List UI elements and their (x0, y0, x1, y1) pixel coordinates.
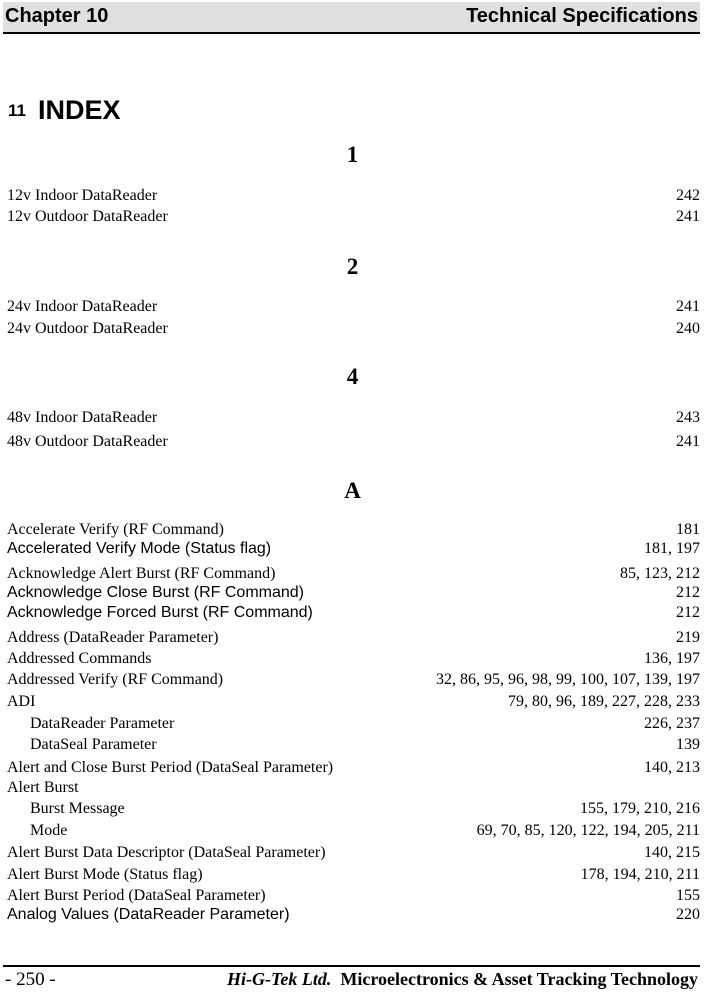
entry-term: 48v Indoor DataReader (7, 409, 158, 426)
chapter-label: Chapter 10 (5, 5, 109, 27)
entry-term: Address (DataReader Parameter) (7, 629, 219, 646)
entry-term: Alert and Close Burst Period (DataSeal Parameter) (7, 759, 334, 776)
entry-term: Accelerated Verify Mode (Status flag) (7, 540, 272, 557)
entry-pages: 136, 197 (644, 650, 700, 667)
entry-term: Analog Values (DataReader Parameter) (7, 906, 290, 923)
index-entry (7, 297, 700, 317)
index-entry (7, 758, 700, 778)
entry-pages: 85, 123, 212 (620, 565, 700, 582)
entry-term: Acknowledge Forced Burst (RF Command) (7, 604, 313, 621)
entry-pages: 219 (676, 629, 700, 646)
entry-term: ADI (7, 693, 36, 710)
entry-term: Alert Burst Mode (Status flag) (7, 866, 203, 883)
index-entry (7, 539, 700, 559)
index-entry (7, 408, 700, 428)
entry-term: Alert Burst Period (DataSeal Parameter) (7, 887, 266, 904)
entry-pages: 140, 213 (644, 759, 700, 776)
entry-pages: 79, 80, 96, 189, 227, 228, 233 (508, 693, 700, 710)
index-title: INDEX (37, 95, 121, 125)
entry-term: DataSeal Parameter (30, 736, 157, 753)
entry-term: 12v Outdoor DataReader (7, 208, 168, 225)
entry-pages: 241 (676, 433, 700, 450)
index-entry (7, 319, 700, 339)
entry-pages: 220 (676, 906, 700, 923)
entry-term: 24v Indoor DataReader (7, 298, 158, 315)
entry-pages: 178, 194, 210, 211 (580, 866, 700, 883)
entry-term: Mode (30, 822, 68, 839)
entry-pages: 241 (676, 298, 700, 315)
index-subentry (30, 821, 700, 841)
entry-pages: 243 (676, 409, 700, 426)
entry-pages: 242 (676, 187, 700, 204)
index-entry (7, 628, 700, 648)
entry-pages: 155 (676, 887, 700, 904)
entry-term: Acknowledge Alert Burst (RF Command) (7, 565, 276, 582)
entry-term: Acknowledge Close Burst (RF Command) (7, 584, 304, 601)
entry-pages: 139 (676, 736, 700, 753)
section-heading: 4 (346, 364, 359, 389)
index-entry (7, 843, 700, 863)
entry-pages: 226, 237 (644, 715, 700, 732)
entry-term: Alert Burst Data Descriptor (DataSeal Parameter) (7, 844, 326, 861)
index-number: 11 (8, 101, 26, 120)
entry-term: 48v Outdoor DataReader (7, 433, 168, 450)
entry-pages: 240 (676, 320, 700, 337)
entry-pages: 181, 197 (644, 540, 700, 557)
index-subentry (30, 799, 700, 819)
entry-term: 12v Indoor DataReader (7, 187, 158, 204)
index-entry (7, 670, 700, 690)
index-entry (7, 865, 700, 885)
index-entry (7, 603, 700, 623)
entry-term: 24v Outdoor DataReader (7, 320, 168, 337)
page-header (3, 2, 700, 34)
page-footer (3, 965, 700, 995)
entry-term: Addressed Verify (RF Command) (7, 671, 224, 688)
section-heading: A (344, 478, 361, 503)
company-name: Hi-G-Tek Ltd. (227, 969, 332, 989)
index-entry (7, 520, 700, 540)
entry-pages: 140, 215 (644, 844, 700, 861)
index-entry (7, 207, 700, 227)
page-number: - 250 - (5, 969, 56, 990)
entry-pages: 241 (676, 208, 700, 225)
entry-term: Accelerate Verify (RF Command) (7, 521, 224, 538)
company-tagline: Microelectronics & Asset Tracking Technology (340, 969, 698, 989)
entry-pages: 212 (676, 584, 700, 601)
index-entry (7, 886, 700, 906)
index-entry (7, 778, 700, 798)
section-title: Technical Specifications (466, 5, 698, 27)
section-heading: 2 (346, 254, 359, 279)
entry-pages: 155, 179, 210, 216 (580, 800, 700, 817)
index-entry (7, 564, 700, 584)
entry-term: Burst Message (30, 800, 125, 817)
index-entry (7, 692, 700, 712)
entry-term: DataReader Parameter (30, 715, 175, 732)
entry-pages: 69, 70, 85, 120, 122, 194, 205, 211 (476, 822, 700, 839)
index-entry (7, 432, 700, 452)
index-entry (7, 649, 700, 669)
entry-pages: 181 (676, 521, 700, 538)
index-subentry (30, 735, 700, 755)
entry-term: Addressed Commands (7, 650, 152, 667)
entry-term: Alert Burst (7, 779, 79, 796)
entry-pages: 32, 86, 95, 96, 98, 99, 100, 107, 139, 197 (436, 671, 700, 688)
footer-branding (227, 969, 698, 990)
entry-pages: 212 (676, 604, 700, 621)
index-entry (7, 186, 700, 206)
index-entry (7, 583, 700, 603)
section-heading: 1 (346, 142, 359, 167)
index-subentry (30, 714, 700, 734)
index-entry (7, 905, 700, 925)
index-heading (8, 95, 121, 126)
